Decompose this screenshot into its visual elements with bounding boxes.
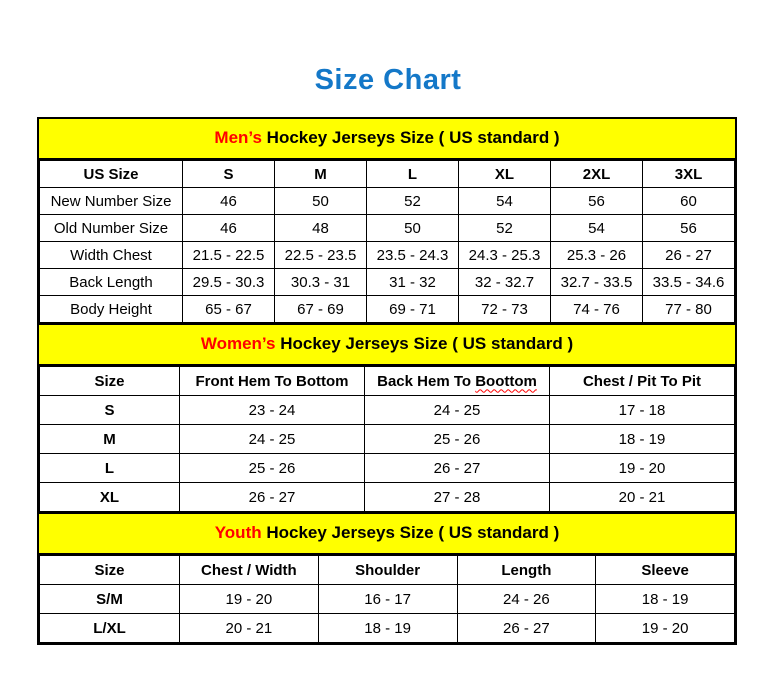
table-cell: 54: [551, 215, 643, 242]
table-cell: 22.5 - 23.5: [275, 242, 367, 269]
table-cell: 56: [551, 188, 643, 215]
table-row: [40, 296, 735, 323]
table-cell: 31 - 32: [367, 269, 459, 296]
column-header: Chest / Pit To Pit: [550, 367, 735, 396]
youth-size-table: [39, 555, 735, 643]
table-cell: 67 - 69: [275, 296, 367, 323]
section-womens: [39, 323, 735, 512]
table-cell: 60: [643, 188, 735, 215]
table-cell: 52: [367, 188, 459, 215]
table-cell: 32.7 - 33.5: [551, 269, 643, 296]
table-cell: 74 - 76: [551, 296, 643, 323]
table-cell: 46: [183, 215, 275, 242]
table-row: [40, 396, 735, 425]
table-cell: 77 - 80: [643, 296, 735, 323]
table-cell: 25 - 26: [180, 454, 365, 483]
column-header: 2XL: [551, 161, 643, 188]
row-label: Old Number Size: [40, 215, 183, 242]
table-cell: 23 - 24: [180, 396, 365, 425]
table-cell: 18 - 19: [318, 614, 457, 643]
section-title-rest: Hockey Jerseys Size ( US standard ): [261, 128, 560, 147]
section-mens: [39, 119, 735, 323]
table-cell: 27 - 28: [365, 483, 550, 512]
header-row: [40, 556, 735, 585]
section-band-youth: [39, 512, 735, 555]
table-cell: 30.3 - 31: [275, 269, 367, 296]
table-cell: 26 - 27: [457, 614, 596, 643]
table-cell: 26 - 27: [365, 454, 550, 483]
column-header: L: [367, 161, 459, 188]
page-title: Size Chart: [314, 64, 462, 96]
table-cell: 24 - 26: [457, 585, 596, 614]
section-title-highlight: Women’s: [200, 334, 276, 353]
column-header: Length: [457, 556, 596, 585]
row-label: Width Chest: [40, 242, 183, 269]
table-row: [40, 425, 735, 454]
table-row: [40, 585, 735, 614]
table-cell: 26 - 27: [643, 242, 735, 269]
table-cell: 19 - 20: [596, 614, 735, 643]
section-title-rest: Hockey Jerseys Size ( US standard ): [275, 334, 574, 353]
row-label: Back Length: [40, 269, 183, 296]
table-cell: 50: [275, 188, 367, 215]
column-header: XL: [459, 161, 551, 188]
row-label: S: [40, 396, 180, 425]
row-label: L: [40, 454, 180, 483]
table-cell: 54: [459, 188, 551, 215]
table-cell: 48: [275, 215, 367, 242]
table-row: [40, 483, 735, 512]
column-header: Sleeve: [596, 556, 735, 585]
row-label: Body Height: [40, 296, 183, 323]
section-band-mens: [39, 119, 735, 160]
table-cell: 24 - 25: [365, 396, 550, 425]
table-cell: 72 - 73: [459, 296, 551, 323]
table-cell: 25 - 26: [365, 425, 550, 454]
column-header: Shoulder: [318, 556, 457, 585]
header-row: [40, 367, 735, 396]
table-cell: 69 - 71: [367, 296, 459, 323]
header-row: [40, 161, 735, 188]
column-header: M: [275, 161, 367, 188]
table-cell: 26 - 27: [180, 483, 365, 512]
column-header: S: [183, 161, 275, 188]
column-header: Back Hem To Boottom: [365, 367, 550, 396]
table-cell: 33.5 - 34.6: [643, 269, 735, 296]
column-header: Size: [40, 367, 180, 396]
table-cell: 19 - 20: [180, 585, 319, 614]
table-cell: 16 - 17: [318, 585, 457, 614]
section-title-highlight: Youth: [214, 523, 262, 542]
table-row: [40, 269, 735, 296]
section-title-highlight: Men’s: [214, 128, 262, 147]
table-cell: 24 - 25: [180, 425, 365, 454]
table-cell: 29.5 - 30.3: [183, 269, 275, 296]
row-label: L/XL: [40, 614, 180, 643]
table-cell: 18 - 19: [596, 585, 735, 614]
table-cell: 46: [183, 188, 275, 215]
section-band-womens: [39, 323, 735, 366]
table-cell: 32 - 32.7: [459, 269, 551, 296]
table-row: [40, 188, 735, 215]
mens-size-table: [39, 160, 735, 323]
table-cell: 56: [643, 215, 735, 242]
row-label: New Number Size: [40, 188, 183, 215]
table-row: [40, 614, 735, 643]
table-cell: 24.3 - 25.3: [459, 242, 551, 269]
table-cell: 23.5 - 24.3: [367, 242, 459, 269]
section-youth: [39, 512, 735, 643]
section-title-rest: Hockey Jerseys Size ( US standard ): [261, 523, 560, 542]
table-row: [40, 242, 735, 269]
table-cell: 17 - 18: [550, 396, 735, 425]
row-label: M: [40, 425, 180, 454]
table-cell: 20 - 21: [180, 614, 319, 643]
table-cell: 52: [459, 215, 551, 242]
table-cell: 21.5 - 22.5: [183, 242, 275, 269]
row-label: XL: [40, 483, 180, 512]
table-row: [40, 215, 735, 242]
table-cell: 20 - 21: [550, 483, 735, 512]
table-row: [40, 454, 735, 483]
column-header: 3XL: [643, 161, 735, 188]
misspelled-word-squiggle: Boottom: [475, 372, 537, 390]
column-header: Chest / Width: [180, 556, 319, 585]
table-cell: 18 - 19: [550, 425, 735, 454]
table-cell: 25.3 - 26: [551, 242, 643, 269]
table-cell: 19 - 20: [550, 454, 735, 483]
table-cell: 50: [367, 215, 459, 242]
womens-size-table: [39, 366, 735, 512]
column-header: US Size: [40, 161, 183, 188]
column-header: Size: [40, 556, 180, 585]
row-label: S/M: [40, 585, 180, 614]
table-cell: 65 - 67: [183, 296, 275, 323]
size-chart-tables: [37, 117, 737, 645]
column-header: Front Hem To Bottom: [180, 367, 365, 396]
